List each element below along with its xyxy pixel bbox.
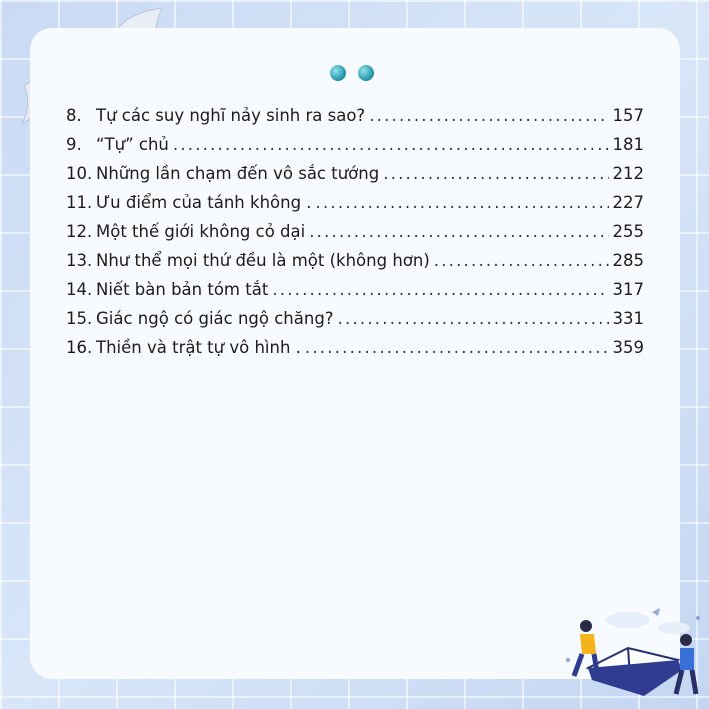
toc-entry [66,135,644,164]
toc-entry-number: 13. [66,251,93,270]
toc-card [30,28,680,679]
toc-entry-number: 12. [66,222,93,241]
dot-leader [309,222,608,241]
toc-entry-title: Những lần chạm đến vô sắc tướng [96,164,380,183]
toc-entry-number: 9. [66,135,82,154]
table-of-contents [66,106,644,367]
toc-entry-page: 212 [612,164,644,183]
toc-entry [66,251,644,280]
toc-entry-page: 359 [612,338,644,357]
toc-entry-title: Tự các suy nghĩ nảy sinh ra sao? [96,106,366,125]
reading-people-illustration [548,598,709,709]
toc-entry-page: 331 [612,309,644,328]
dot-leader [338,309,609,328]
toc-entry-title: Niết bàn bản tóm tắt [96,280,269,299]
dot-leader [173,135,609,154]
decorative-dots [330,65,374,81]
toc-entry-number: 8. [66,106,82,125]
toc-entry [66,193,644,222]
toc-entry-number: 11. [66,193,93,212]
dot-leader [305,338,609,357]
toc-entry-number: 15. [66,309,93,328]
toc-entry [66,309,644,338]
toc-entry-title: Thiền và trật tự vô hình . [96,338,301,357]
toc-entry [66,106,644,135]
toc-entry-number: 16. [66,338,93,357]
toc-entry-page: 227 [612,193,644,212]
dot-leader [272,280,608,299]
toc-entry [66,222,644,251]
dot-icon [330,65,346,81]
toc-entry-page: 181 [612,135,644,154]
toc-entry [66,164,644,193]
toc-entry [66,338,644,367]
toc-entry-title: Như thể mọi thứ đều là một (không hơn) [96,251,430,270]
dot-leader [383,164,608,183]
dot-leader [434,251,609,270]
toc-entry-title: Một thế giới không cỏ dại [96,222,306,241]
toc-entry-page: 157 [612,106,644,125]
toc-entry-page: 285 [612,251,644,270]
toc-entry-title: “Tự” chủ [96,135,169,154]
dot-leader [316,193,609,212]
toc-entry-number: 14. [66,280,93,299]
dot-icon [358,65,374,81]
toc-entry [66,280,644,309]
toc-entry-page: 317 [612,280,644,299]
toc-entry-number: 10. [66,164,93,183]
toc-entry-title: Ưu điểm của tánh không . [96,193,312,212]
dot-leader [369,106,608,125]
toc-entry-page: 255 [612,222,644,241]
toc-entry-title: Giác ngộ có giác ngộ chăng? [96,309,334,328]
